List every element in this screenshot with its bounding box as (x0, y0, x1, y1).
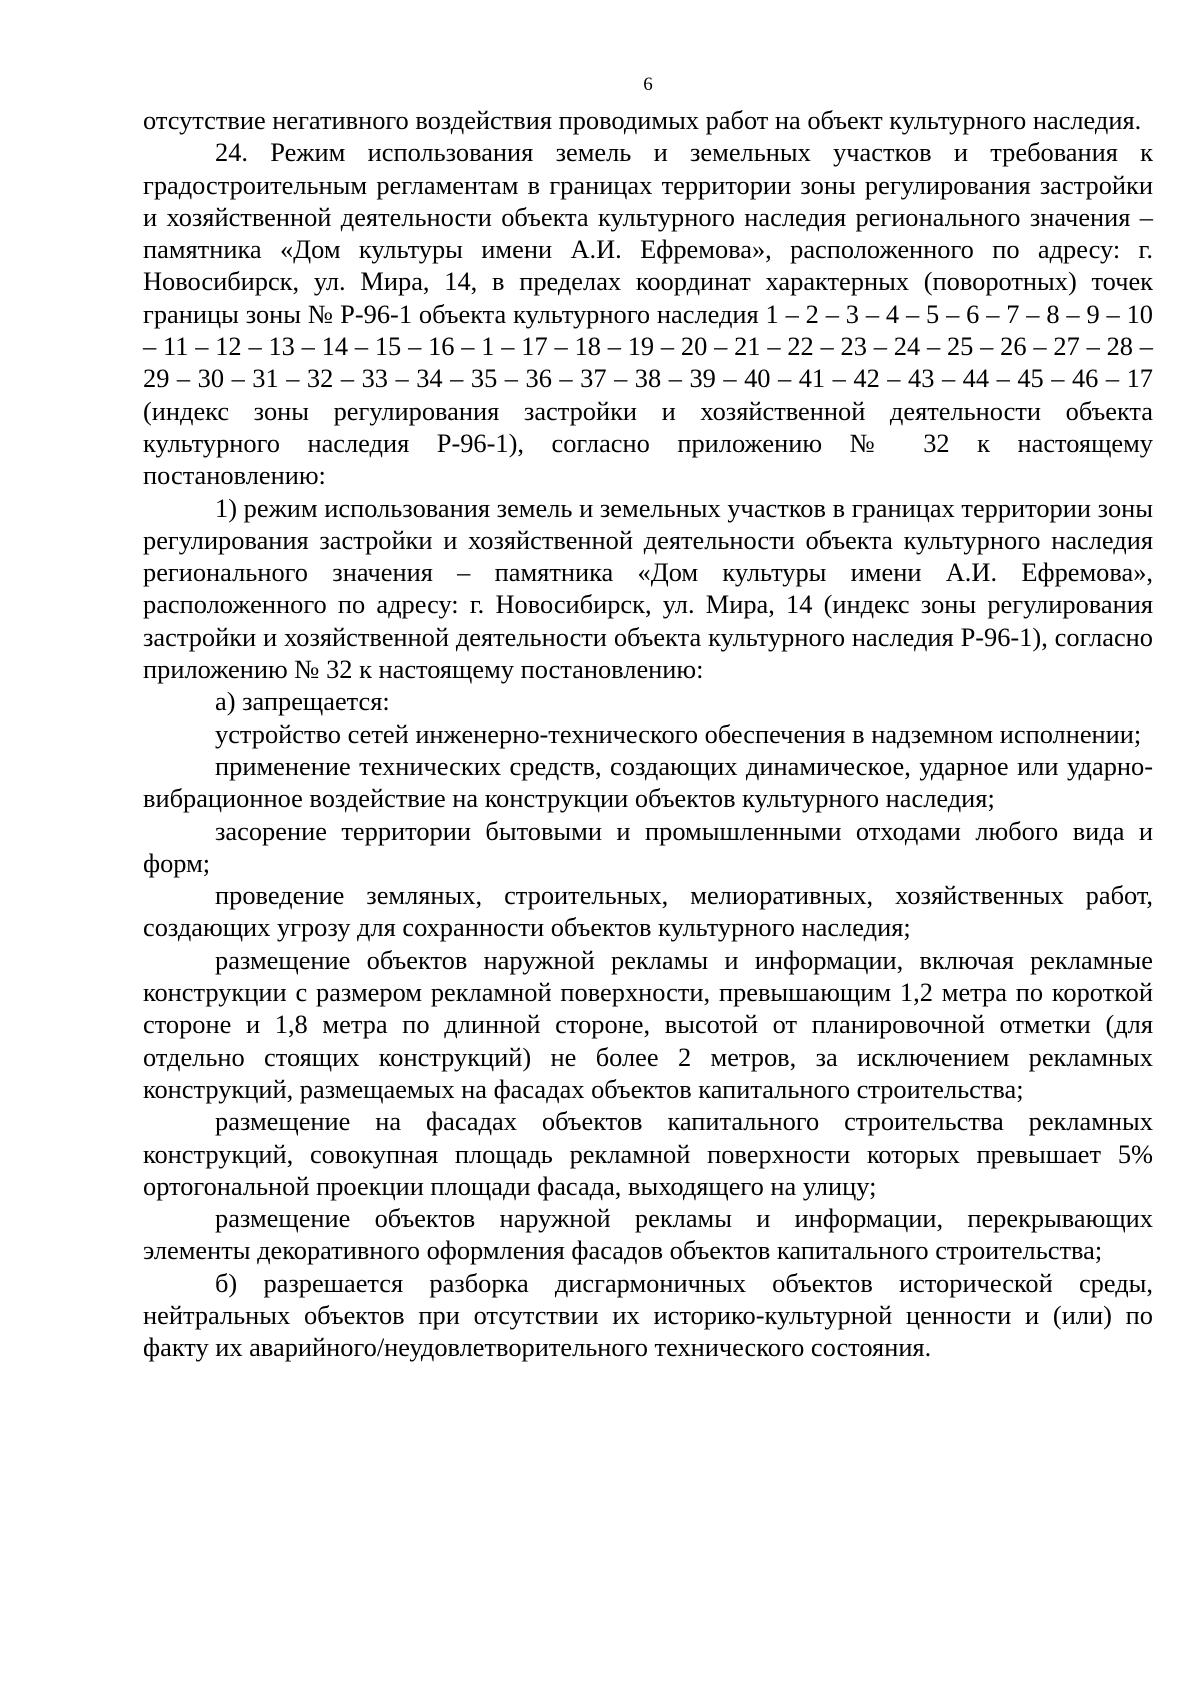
paragraph: б) разрешается разборка дисгармоничных объектов исторической среды, нейтральных объектов при отсутствии их историко-культурной ценности и (или) по факту их аварийного/неудовлетворительного технического состояния. (143, 1267, 1153, 1363)
paragraph: размещение объектов наружной рекламы и информации, перекрывающих элементы декоративного оформления фасадов объектов капитального строительства; (143, 1203, 1153, 1266)
document-body (143, 104, 1153, 1364)
page-number: 6 (643, 74, 653, 95)
paragraph: 1) режим использования земель и земельных участков в границах территории зоны регулирования застройки и хозяйственной деятельности объекта культурного наследия регионального значения – памятника «Дом культуры имени А.И. Ефремова», расположенного по адресу: г. Новосибирск, ул. Мира, 14 (индекс зоны регулирования застройки и хозяйственной деятельности объекта культурного наследия Р-96-1), согласно приложению № 32 к настоящему постановлению: (143, 492, 1153, 685)
paragraph: размещение объектов наружной рекламы и информации, включая рекламные конструкции с размером рекламной поверхности, превышающим 1,2 метра по короткой стороне и 1,8 метра по длинной стороне, высотой от планировочной отметки (для отдельно стоящих конструкций) не более 2 метров, за исключением рекламных конструкций, размещаемых на фасадах объектов капитального строительства; (143, 944, 1153, 1104)
paragraph: засорение территории бытовыми и промышленными отходами любого вида и форм; (143, 815, 1153, 878)
paragraph: а) запрещается: (215, 686, 390, 717)
paragraph: размещение на фасадах объектов капитального строительства рекламных конструкций, совокупная площадь рекламной поверхности которых превышает 5% ортогональной проекции площади фасада, выходящего на улицу; (143, 1106, 1153, 1201)
paragraph: 24. Режим использования земель и земельных участков и требования к градостроительным регламентам в границах территории зоны регулирования застройки и хозяйственной деятельности объекта культурного наследия регионального значения – памятника «Дом культуры имени А.И. Ефремова», расположенного по адресу: г. Новосибирск, ул. Мира, 14, в пределах координат характерных (поворотных) точек границы зоны № Р-96-1 объекта культурного наследия 1 – 2 – 3 – 4 – 5 – 6 – 7 – 8 – 9 – 10 – 11 – 12 – 13 – 14 – 15 – 16 – 1 – 17 – 18 – 19 – 20 – 21 – 22 – 23 – 24 – 25 – 26 – 27 – 28 – 29 – 30 – 31 – 32 – 33 – 34 – 35 – 36 – 37 – 38 – 39 – 40 – 41 – 42 – 43 – 44 – 45 – 46 – 17 (индекс зоны регулирования застройки и хозяйственной деятельности объекта культурного наследия Р-96-1), согласно приложению № 32 к настоящему постановлению: (143, 137, 1153, 491)
paragraph: отсутствие негативного воздействия проводимых работ на объект культурного наследия. (143, 105, 1142, 135)
paragraph: устройство сетей инженерно-технического обеспечения в надземном исполнении; (215, 718, 1142, 749)
paragraph: проведение земляных, строительных, мелиоративных, хозяйственных работ, создающих угрозу для сохранности объектов культурного наследия; (143, 880, 1153, 943)
paragraph: применение технических средств, создающих динамическое, ударное или ударно-вибрационное воздействие на конструкции объектов культурного наследия; (143, 750, 1153, 814)
